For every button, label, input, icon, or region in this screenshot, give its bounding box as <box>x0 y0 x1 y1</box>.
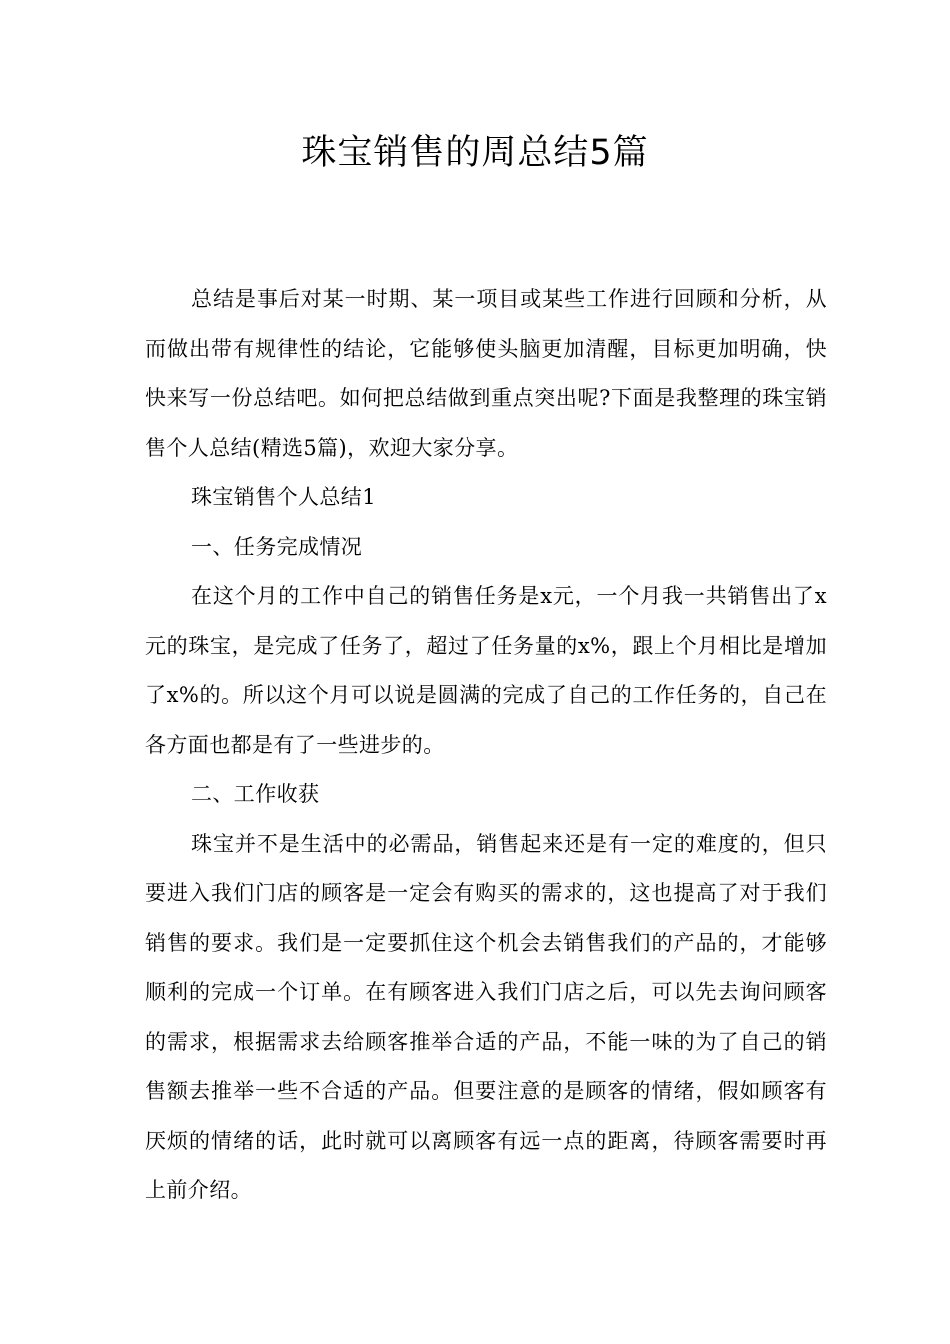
section-heading-work-gains: 二、工作收获 <box>191 782 320 806</box>
task-completion-paragraph: 在这个月的工作中自己的销售任务是x元，一个月我一共销售出了x元的珠宝，是完成了任务了，超过了任务量的x%，跟上个月相比是增加了x%的。所以这个月可以说是圆满的完成了自己的工作任务的，自己在各方面也都是有了一些进步的。 <box>145 584 827 757</box>
section-heading-task-completion: 一、任务完成情况 <box>191 534 363 559</box>
intro-paragraph: 总结是事后对某一时期、某一项目或某些工作进行回顾和分析，从而做出带有规律性的结论，它能够使头脑更加清醒，目标更加明确，快快来写一份总结吧。如何把总结做到重点突出呢?下面是我整理的珠宝销售个人总结(精选5篇)，欢迎大家分享。 <box>145 287 827 460</box>
section-heading-summary-1: 珠宝销售个人总结1 <box>191 485 376 509</box>
work-gains-paragraph: 珠宝并不是生活中的必需品，销售起来还是有一定的难度的，但只要进入我们门店的顾客是一定会有购买的需求的，这也提高了对于我们销售的要求。我们是一定要抓住这个机会去销售我们的产品的，才能够顺利的完成一个订单。在有顾客进入我们门店之后，可以先去询问顾客的需求，根据需求去给顾客推举合适的产品，不能一味的为了自己的销售额去推举一些不合适的产品。但要注意的是顾客的情绪，假如顾客有厌烦的情绪的话，此时就可以离顾客有远一点的距离，待顾客需要时再上前介绍。 <box>145 831 827 1202</box>
document-body <box>145 275 827 1216</box>
document-title: 珠宝销售的周总结5篇 <box>301 133 649 173</box>
